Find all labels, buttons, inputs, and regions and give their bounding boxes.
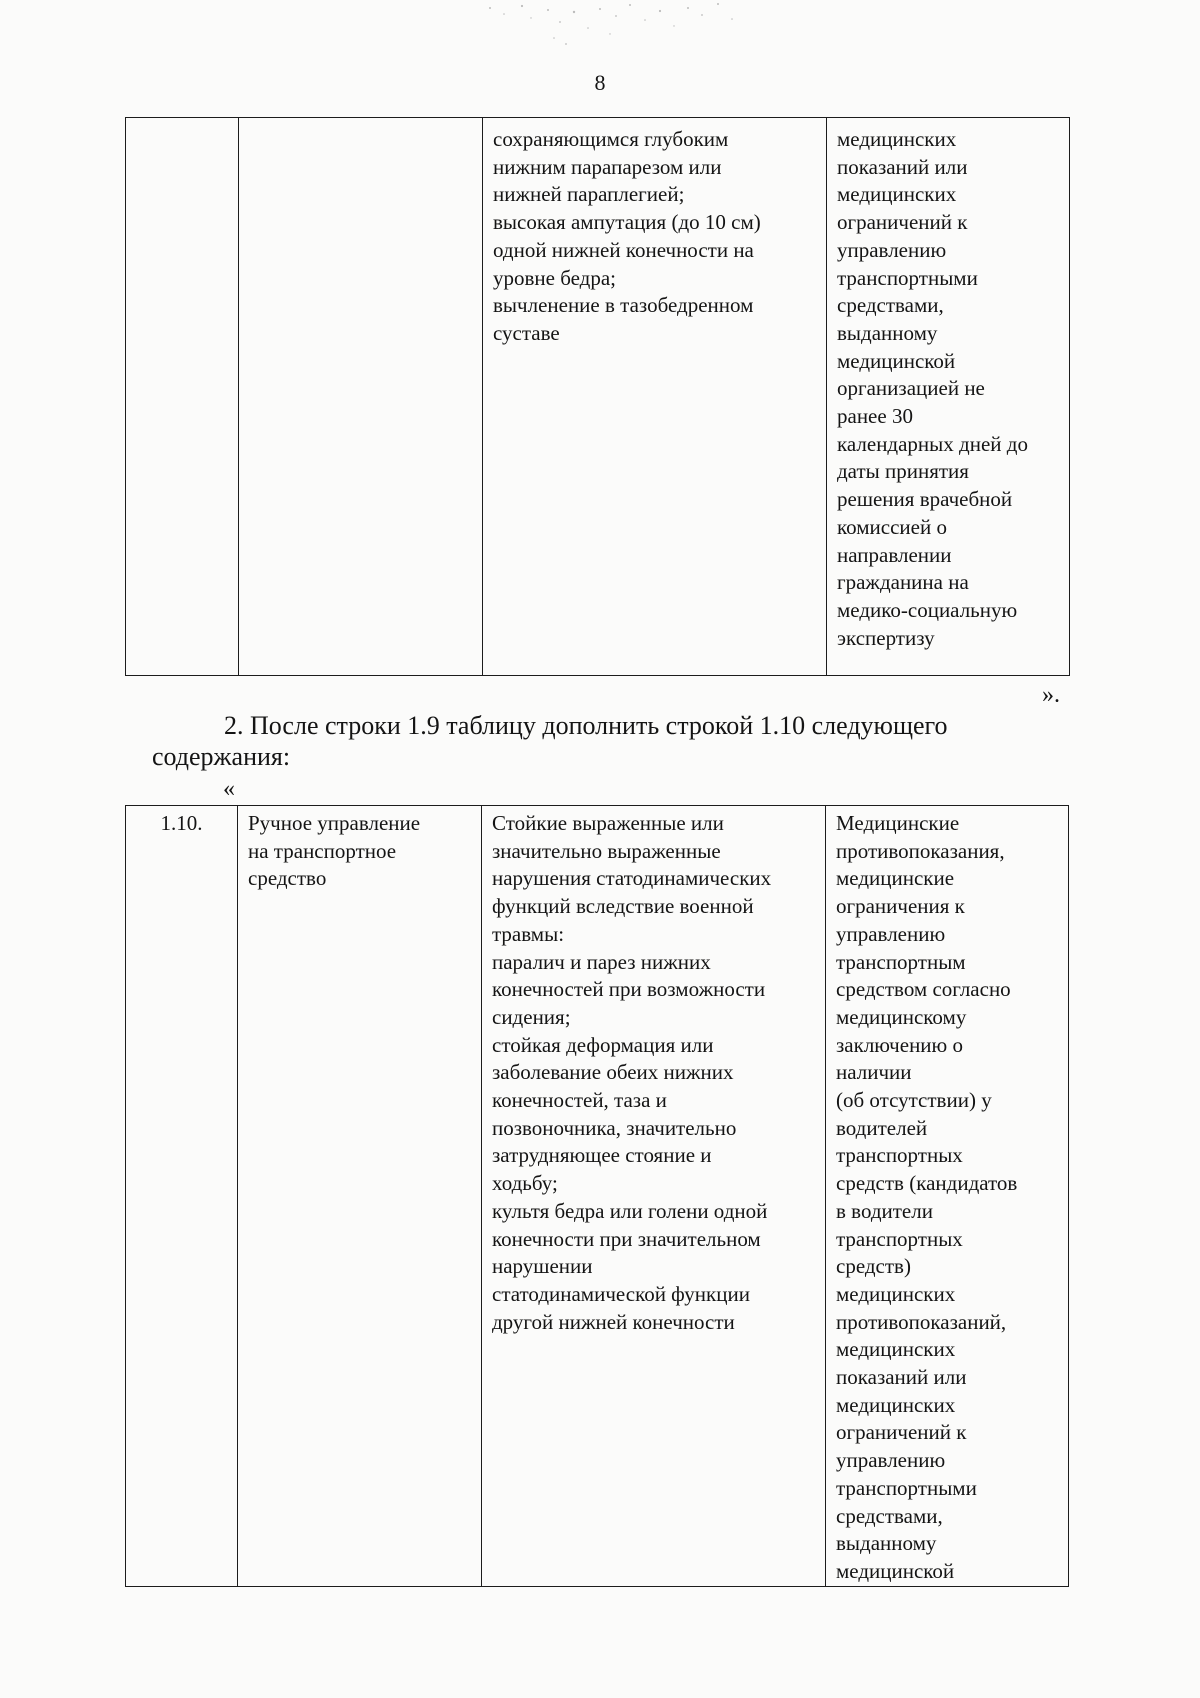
cell-type (239, 118, 483, 676)
table-row (126, 118, 1070, 676)
cell-basis: Медицинские противопоказания, медицинские ограничения к управлению транспортным средством согласно медицинскому заключению о наличии (об отсутствии) у водителей транспортных средств (кандидатов в водители транспортных средств) медицинских противопоказаний, медицинских показаний или медицинских ограничений к управлению транспортными средствами, выданному медицинской (826, 806, 1069, 1587)
table-row (126, 806, 1069, 1587)
closing-quote: ». (1042, 682, 1060, 708)
cell-type: Ручное управление на транспортное средство (238, 806, 482, 1587)
page-number: 8 (594, 70, 606, 95)
cell-number: 1.10. (126, 806, 238, 1587)
cell-conditions: Стойкие выраженные или значительно выраженные нарушения статодинамических функций вследствие военной травмы: паралич и парез нижних конечностей при возможности сидения; стойкая деформация или заболевание обеих нижних конечностей, таза и позвоночника, значительно затрудняющее стояние и ходьбу; культя бедра или голени одной конечности при значительном нарушении статодинамической функции другой нижней конечности (482, 806, 826, 1587)
table-continued (125, 117, 1070, 676)
scan-noise-decoration (470, 0, 770, 50)
cell-conditions: сохраняющимся глубоким нижним парапарезом или нижней параплегией; высокая ампутация (до 10 см) одной нижней конечности на уровне бедра; вычленение в тазобедренном суставе (483, 118, 827, 676)
cell-number (126, 118, 239, 676)
cell-basis: медицинских показаний или медицинских ограничений к управлению транспортными средствами, выданному медицинской организацией не ранее 30 календарных дней до даты принятия решения врачебной комиссией о направлении гражданина на медико-социальную экспертизу (827, 118, 1070, 676)
table-new-row (125, 805, 1069, 1587)
amendment-instruction: 2. После строки 1.9 таблицу дополнить строкой 1.10 следующего содержания: (152, 711, 948, 771)
opening-quote: « (223, 776, 235, 802)
